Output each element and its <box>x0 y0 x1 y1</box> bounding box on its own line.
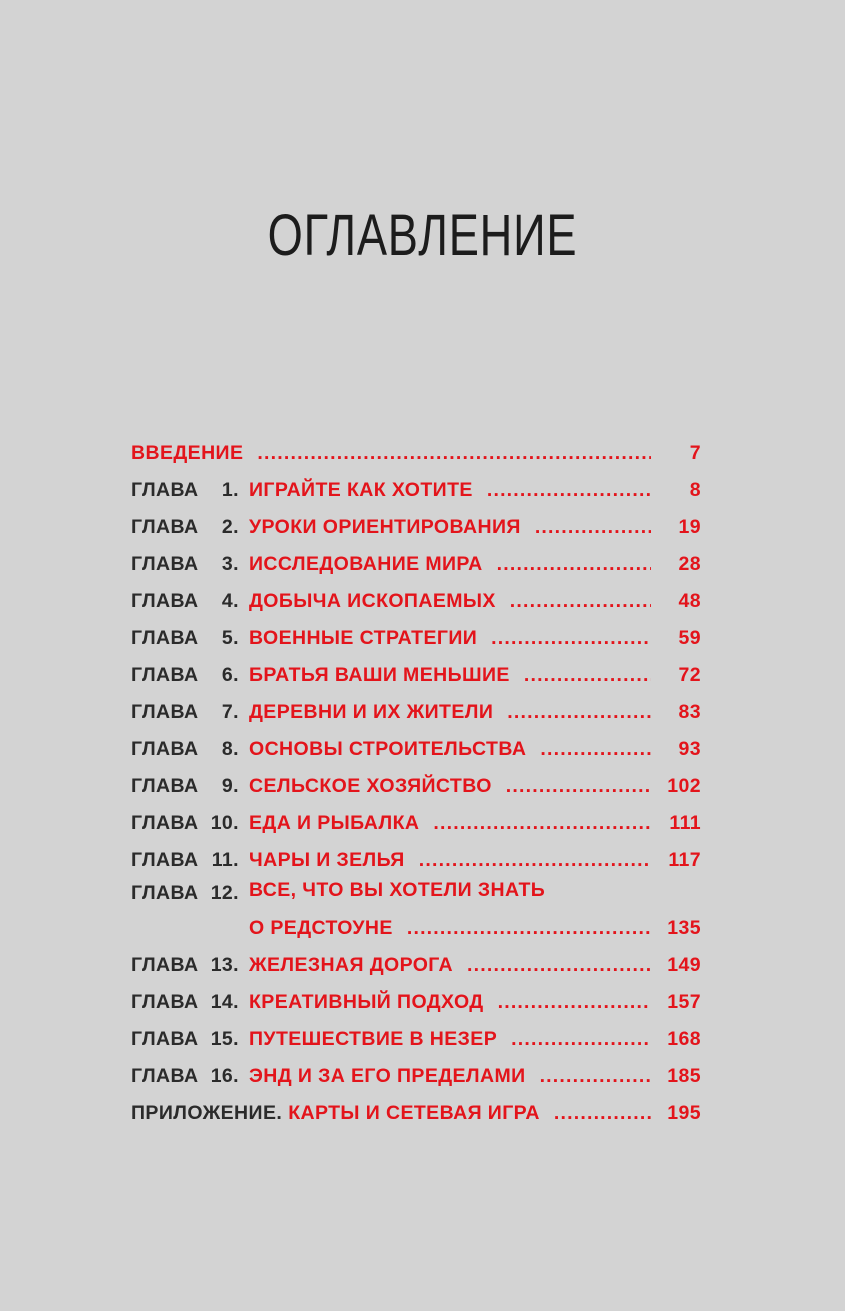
toc-entry-chapter-9[interactable] <box>131 761 701 798</box>
toc-page-number: 185 <box>667 1065 701 1087</box>
toc-entry-chapter-10[interactable] <box>131 798 701 835</box>
toc-entry-title: ИГРАЙТЕ КАК ХОТИТЕ <box>249 479 473 501</box>
toc-page-number: 157 <box>667 991 701 1013</box>
toc-entry-title-line1: ВСЕ, ЧТО ВЫ ХОТЕЛИ ЗНАТЬ <box>249 879 546 901</box>
toc-entry-title: ЕДА И РЫБАЛКА <box>249 812 420 834</box>
dot-leader <box>540 1065 651 1088</box>
toc-entry-title: ИССЛЕДОВАНИЕ МИРА <box>249 553 483 575</box>
dot-leader <box>535 516 651 539</box>
toc-entry-title: ПУТЕШЕСТВИЕ В НЕЗЕР <box>249 1028 498 1050</box>
toc-page-number: 28 <box>678 553 701 575</box>
dot-leader <box>510 590 651 613</box>
dot-leader <box>554 1102 651 1125</box>
toc-entry-chapter-1[interactable] <box>131 465 701 502</box>
chapter-label: ГЛАВА 14. <box>131 991 239 1013</box>
toc-entry-chapter-4[interactable] <box>131 576 701 613</box>
toc-page-number: 117 <box>668 849 701 871</box>
dot-leader <box>467 954 651 977</box>
toc-page-number: 19 <box>678 516 701 538</box>
chapter-label: ГЛАВА 1. <box>131 479 239 501</box>
toc-page-number: 7 <box>689 442 701 464</box>
toc-entry-chapter-13[interactable] <box>131 940 701 977</box>
toc-entry-title: ЖЕЛЕЗНАЯ ДОРОГА <box>249 954 454 976</box>
toc-entry-chapter-12[interactable] <box>131 872 701 940</box>
toc-entry-title: ДЕРЕВНИ И ИХ ЖИТЕЛИ <box>249 701 494 723</box>
chapter-label: ГЛАВА 11. <box>131 849 239 871</box>
chapter-label: ГЛАВА 6. <box>131 664 239 686</box>
toc-page-number: 8 <box>689 479 701 501</box>
dot-leader <box>497 553 651 576</box>
toc-entry-title: ЧАРЫ И ЗЕЛЬЯ <box>249 849 405 871</box>
toc-page-number: 111 <box>669 812 701 834</box>
dot-leader <box>506 775 651 798</box>
toc-entry-title: КАРТЫ И СЕТЕВАЯ ИГРА <box>288 1102 540 1124</box>
chapter-label: ГЛАВА 15. <box>131 1028 239 1050</box>
dot-leader <box>491 627 651 650</box>
toc-entry-chapter-6[interactable] <box>131 650 701 687</box>
chapter-label: ГЛАВА 10. <box>131 812 239 834</box>
toc-page-number: 102 <box>667 775 701 797</box>
toc-page-number: 83 <box>678 701 701 723</box>
dot-leader <box>511 1028 651 1051</box>
dot-leader <box>498 991 651 1014</box>
chapter-label: ГЛАВА 7. <box>131 701 239 723</box>
page-title: ОГЛАВЛЕНИЕ <box>267 203 578 268</box>
dot-leader <box>507 701 651 724</box>
toc-entry-title: ОСНОВЫ СТРОИТЕЛЬСТВА <box>249 738 527 760</box>
toc-entry-title: БРАТЬЯ ВАШИ МЕНЬШИЕ <box>249 664 510 686</box>
toc-entry-chapter-15[interactable] <box>131 1014 701 1051</box>
toc-entry-chapter-14[interactable] <box>131 977 701 1014</box>
toc-entry-title: ДОБЫЧА ИСКОПАЕМЫХ <box>249 590 496 612</box>
chapter-label: ГЛАВА 16. <box>131 1065 239 1087</box>
dot-leader <box>487 479 651 502</box>
toc-entry-title-line2: О РЕДСТОУНЕ <box>249 917 393 939</box>
toc-entry-intro[interactable] <box>131 428 701 465</box>
toc-entry-title: СЕЛЬСКОЕ ХОЗЯЙСТВО <box>249 775 492 797</box>
dot-leader <box>540 738 651 761</box>
chapter-label: ГЛАВА 3. <box>131 553 239 575</box>
chapter-label: ГЛАВА 13. <box>131 954 239 976</box>
toc-entry-appendix[interactable] <box>131 1088 701 1125</box>
toc-entry-title: ВОЕННЫЕ СТРАТЕГИИ <box>249 627 478 649</box>
toc-entry-title: КРЕАТИВНЫЙ ПОДХОД <box>249 991 484 1013</box>
chapter-label: ГЛАВА 9. <box>131 775 239 797</box>
toc-entry-chapter-11[interactable] <box>131 835 701 872</box>
toc-entry-body <box>131 442 657 465</box>
toc-page-number: 93 <box>678 738 701 760</box>
chapter-label: ГЛАВА 12. <box>131 882 239 904</box>
toc-page-number: 72 <box>678 664 701 686</box>
toc-entry-chapter-3[interactable] <box>131 539 701 576</box>
toc-page-number: 48 <box>678 590 701 612</box>
toc-page-number: 149 <box>667 954 701 976</box>
appendix-label: ПРИЛОЖЕНИЕ. <box>131 1102 283 1124</box>
chapter-label: ГЛАВА 5. <box>131 627 239 649</box>
chapter-label: ГЛАВА 8. <box>131 738 239 760</box>
toc-page-number: 135 <box>667 917 701 939</box>
chapter-label: ГЛАВА 2. <box>131 516 239 538</box>
toc-entry-title: УРОКИ ОРИЕНТИРОВАНИЯ <box>249 516 521 538</box>
dot-leader <box>257 442 651 465</box>
toc-entry-chapter-5[interactable] <box>131 613 701 650</box>
dot-leader <box>524 664 651 687</box>
toc-entry-chapter-16[interactable] <box>131 1051 701 1088</box>
table-of-contents <box>131 428 701 1125</box>
toc-entry-title: ЭНД И ЗА ЕГО ПРЕДЕЛАМИ <box>249 1065 526 1087</box>
toc-page-number: 168 <box>667 1028 701 1050</box>
dot-leader <box>407 917 651 940</box>
toc-entry-chapter-8[interactable] <box>131 724 701 761</box>
toc-entry-chapter-2[interactable] <box>131 502 701 539</box>
toc-entry-title: ВВЕДЕНИЕ <box>131 442 244 464</box>
chapter-label: ГЛАВА 4. <box>131 590 239 612</box>
toc-page-number: 195 <box>667 1102 701 1124</box>
dot-leader <box>419 849 651 872</box>
toc-entry-chapter-7[interactable] <box>131 687 701 724</box>
dot-leader <box>433 812 651 835</box>
toc-page-number: 59 <box>678 627 701 649</box>
